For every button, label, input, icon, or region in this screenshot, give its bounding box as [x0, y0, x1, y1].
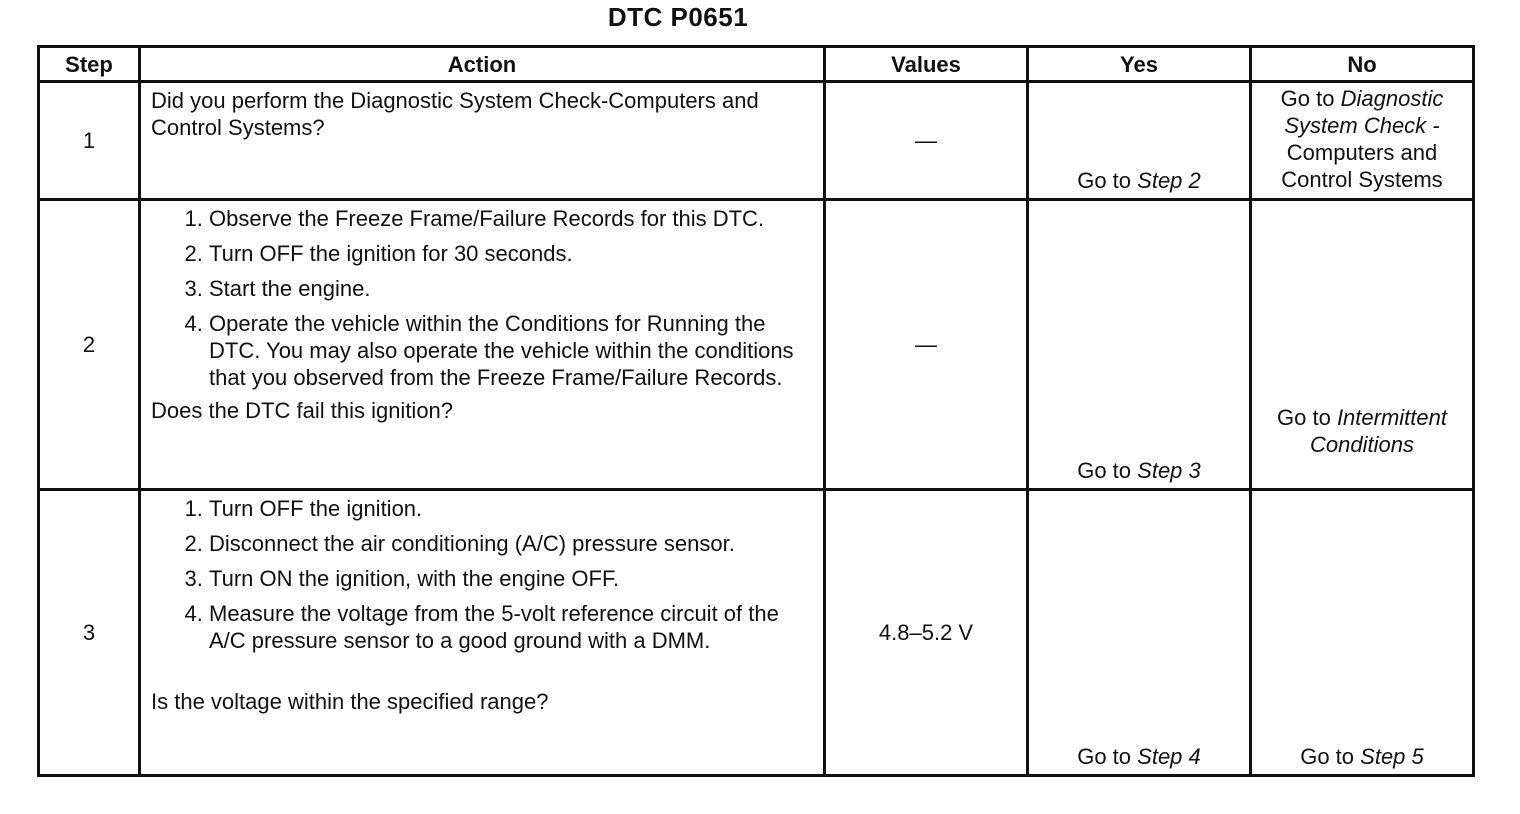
yes-prefix: Go to	[1077, 168, 1132, 194]
yes-prefix: Go to	[1077, 457, 1132, 483]
no-target-link[interactable]: Diagnostic System Check -	[1284, 86, 1444, 138]
yes-cell	[1028, 489, 1251, 775]
step-question: Does the DTC fail this ignition?	[151, 398, 454, 424]
header-values: Values	[825, 47, 1028, 82]
table-row	[39, 82, 1474, 200]
action-cell	[140, 489, 825, 775]
instruction-item: 3. Turn ON the ignition, with the engine OFF.	[209, 565, 817, 592]
no-cell	[1251, 200, 1474, 489]
step-number: 1	[39, 82, 140, 200]
diagnostic-table	[37, 45, 1475, 777]
action-cell	[140, 82, 825, 200]
yes-cell	[1028, 200, 1251, 489]
value-cell: —	[825, 82, 1028, 200]
step-instructions	[151, 205, 817, 391]
header-no: No	[1251, 47, 1474, 82]
table-header-row	[39, 47, 1474, 82]
no-prefix: Go to	[1277, 404, 1331, 430]
instruction-item: 4. Measure the voltage from the 5-volt reference circuit of the A/C pressure sensor to a good ground with a DMM.	[209, 600, 817, 654]
instruction-item: 3. Start the engine.	[209, 275, 817, 302]
table-row	[39, 200, 1474, 489]
no-prefix: Go to	[1300, 744, 1355, 769]
yes-cell	[1028, 82, 1251, 200]
action-cell	[140, 200, 825, 489]
table-row	[39, 489, 1474, 775]
no-suffix: Computers and Control Systems	[1281, 140, 1443, 192]
no-cell	[1251, 82, 1474, 200]
no-target-link[interactable]: Step 5	[1360, 744, 1424, 769]
step-question: Is the voltage within the specified range?	[151, 688, 549, 714]
yes-target-link[interactable]: Step 4	[1137, 744, 1201, 769]
header-step: Step	[39, 47, 140, 82]
yes-target-link[interactable]: Step 3	[1137, 457, 1201, 483]
header-action: Action	[140, 47, 825, 82]
step-instructions	[151, 495, 817, 654]
instruction-item: 4. Operate the vehicle within the Conditions for Running the DTC. You may also operate the vehicle within the conditions that you observed from the Freeze Frame/Failure Records.	[209, 310, 817, 391]
yes-target-link[interactable]: Step 2	[1137, 168, 1201, 194]
value-cell: —	[825, 200, 1028, 489]
instruction-item: 2. Turn OFF the ignition for 30 seconds.	[209, 240, 817, 267]
yes-prefix: Go to	[1077, 744, 1132, 769]
step-question: Did you perform the Diagnostic System Check-Computers and Control Systems?	[151, 88, 759, 140]
instruction-item: 1. Turn OFF the ignition.	[209, 495, 817, 522]
page-title: DTC P0651	[607, 2, 749, 32]
instruction-item: 1. Observe the Freeze Frame/Failure Records for this DTC.	[209, 205, 817, 232]
step-number: 2	[39, 200, 140, 489]
step-number: 3	[39, 489, 140, 775]
instruction-item: 2. Disconnect the air conditioning (A/C) pressure sensor.	[209, 530, 817, 557]
no-target-link[interactable]: Intermittent Conditions	[1310, 404, 1447, 457]
no-cell	[1251, 489, 1474, 775]
value-cell: 4.8–5.2 V	[825, 489, 1028, 775]
header-yes: Yes	[1028, 47, 1251, 82]
no-prefix: Go to	[1280, 86, 1335, 111]
